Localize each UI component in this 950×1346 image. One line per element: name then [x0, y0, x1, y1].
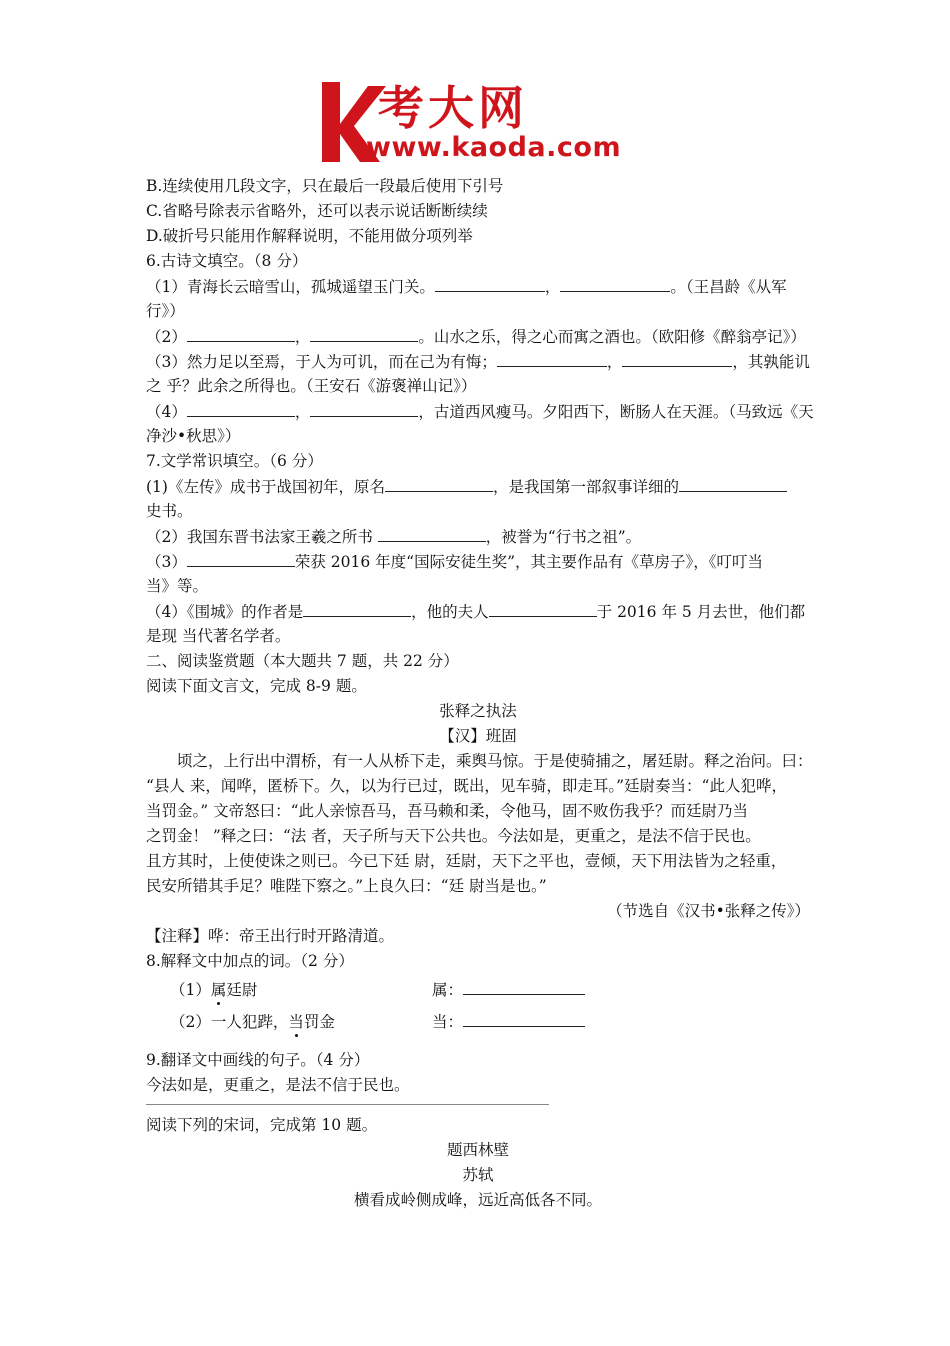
question-6-4-cont: 净沙•秋思》） [146, 427, 241, 445]
answer-blank[interactable] [463, 974, 585, 995]
passage-line: “县人 来，闻哗，匿桥下。久，以为行已过，既出，见车骑，即走耳。”廷尉奏当：“此人犯哗， [146, 777, 787, 795]
option-c: C.省略号除表示省略外，还可以表示说话断断续续 [146, 202, 488, 220]
answer-blank[interactable] [310, 399, 418, 417]
question-7-4-cont: 是现 当代著名学者。 [146, 627, 291, 645]
passage-line: 民安所错其手足？唯陛下察之。”上良久曰：“廷 尉当是也。” [146, 877, 547, 895]
answer-blank[interactable] [679, 474, 787, 492]
answer-blank[interactable] [497, 349, 607, 367]
answer-blank[interactable] [560, 274, 670, 292]
question-6-4: （4） ， ，古道西风瘦马。夕阳西下，断肠人在天涯。（马致远《天 [146, 399, 810, 424]
answer-blank[interactable] [378, 524, 486, 542]
question-6-3: （3）然力足以至焉，于人为可讥，而在己为有悔； ， ，其孰能讥 [146, 349, 810, 374]
question-6-2: （2） ， 。山水之乐，得之心而寓之酒也。（欧阳修《醉翁亭记》） [146, 324, 810, 349]
option-d: D.破折号只能用作解释说明，不能用做分项列举 [146, 227, 473, 245]
question-8-title: 8.解释文中加点的词。（2 分） [146, 952, 354, 970]
option-b: B.连续使用几段文字，只在最后一段最后使用下引号 [146, 177, 504, 195]
answer-blank[interactable] [463, 1006, 585, 1027]
passage-note: 【注释】哗：帝王出行时开路清道。 [146, 927, 395, 945]
passage-line: 之罚金！ ”释之曰：“法 者，天子所与天下公共也。今法如是，更重之，是法不信于民也。 [146, 827, 761, 845]
answer-blank[interactable] [187, 399, 295, 417]
logo-brand-text: 考大网 [378, 81, 528, 135]
answer-blank[interactable] [303, 599, 411, 617]
passage-line: 当罚金。” 文帝怒曰：“此人亲惊吾马，吾马赖和柔，令他马，固不败伤我乎？而廷尉乃当 [146, 802, 749, 820]
dotted-word: 属 [210, 981, 227, 999]
document-body [146, 174, 814, 1213]
question-6-1: （1）青海长云暗雪山，孤城遥望玉门关。 ， 。（王昌龄《从军 [146, 274, 810, 299]
reading-intro-2: 阅读下列的宋词，完成第 10 题。 [146, 1116, 378, 1134]
passage-source: （节选自《汉书•张释之传》） [607, 902, 810, 920]
question-7-3-cont: 当》等。 [146, 577, 209, 595]
question-6-title: 6.古诗文填空。（8 分） [146, 252, 308, 270]
dotted-word: 当 [288, 1013, 304, 1031]
answer-blank[interactable] [385, 474, 493, 492]
kaoda-logo [318, 80, 648, 166]
question-6-1-cont: 行》） [146, 302, 185, 320]
question-7-title: 7.文学常识填空。（6 分） [146, 452, 323, 470]
answer-blank[interactable] [435, 274, 545, 292]
passage-title: 张释之执法 [439, 702, 517, 720]
question-6-3-cont: 之 乎？此余之所得也。（王安石《游褒禅山记》） [146, 377, 477, 395]
answer-blank[interactable] [489, 599, 597, 617]
question-8-1: （1）属廷尉 属： [146, 974, 810, 1006]
answer-blank[interactable] [187, 549, 295, 567]
question-9-sentence: 今法如是，更重之，是法不信于民也。 [146, 1076, 410, 1094]
passage-line: 顷之，上行出中渭桥，有一人从桥下走，乘舆马惊。于是使骑捕之，屠廷尉。释之治问。曰： [177, 752, 813, 770]
answer-blank[interactable] [622, 349, 732, 367]
poem-line: 横看成岭侧成峰，远近高低各不同。 [353, 1191, 602, 1209]
question-7-2: （2）我国东晋书法家王羲之所书 ，被誉为“行书之祖”。 [146, 524, 810, 549]
passage-line: 且方其时，上使使诛之则已。今已下廷 尉，廷尉，天下之平也，壹倾，天下用法皆为之轻重， [146, 852, 787, 870]
section-2-title: 二、阅读鉴赏题（本大题共 7 题，共 22 分） [146, 652, 459, 670]
poem-title: 题西林壁 [446, 1141, 509, 1159]
question-7-3: （3） 荣获 2016 年度“国际安徒生奖”，其主要作品有《草房子》，《叮叮当 [146, 549, 810, 574]
answer-line[interactable] [146, 1104, 549, 1105]
question-7-4: （4）《围城》的作者是 ，他的夫人 于 2016 年 5 月去世，他们都 [146, 599, 810, 624]
answer-blank[interactable] [187, 324, 295, 342]
question-7-1: (1)《左传》成书于战国初年，原名 ，是我国第一部叙事详细的 [146, 474, 810, 499]
logo-url-text: www.kaoda.com [366, 132, 622, 163]
reading-intro-1: 阅读下面文言文，完成 8-9 题。 [146, 677, 367, 695]
question-9-title: 9.翻译文中画线的句子。（4 分） [146, 1051, 370, 1069]
passage-author: 【汉】班固 [439, 727, 517, 745]
question-8-2: （2）一人犯跸，当罚金 当： [146, 1006, 810, 1038]
poem-author: 苏轼 [462, 1166, 494, 1184]
answer-blank[interactable] [310, 324, 418, 342]
question-7-1-cont: 史书。 [146, 502, 193, 520]
